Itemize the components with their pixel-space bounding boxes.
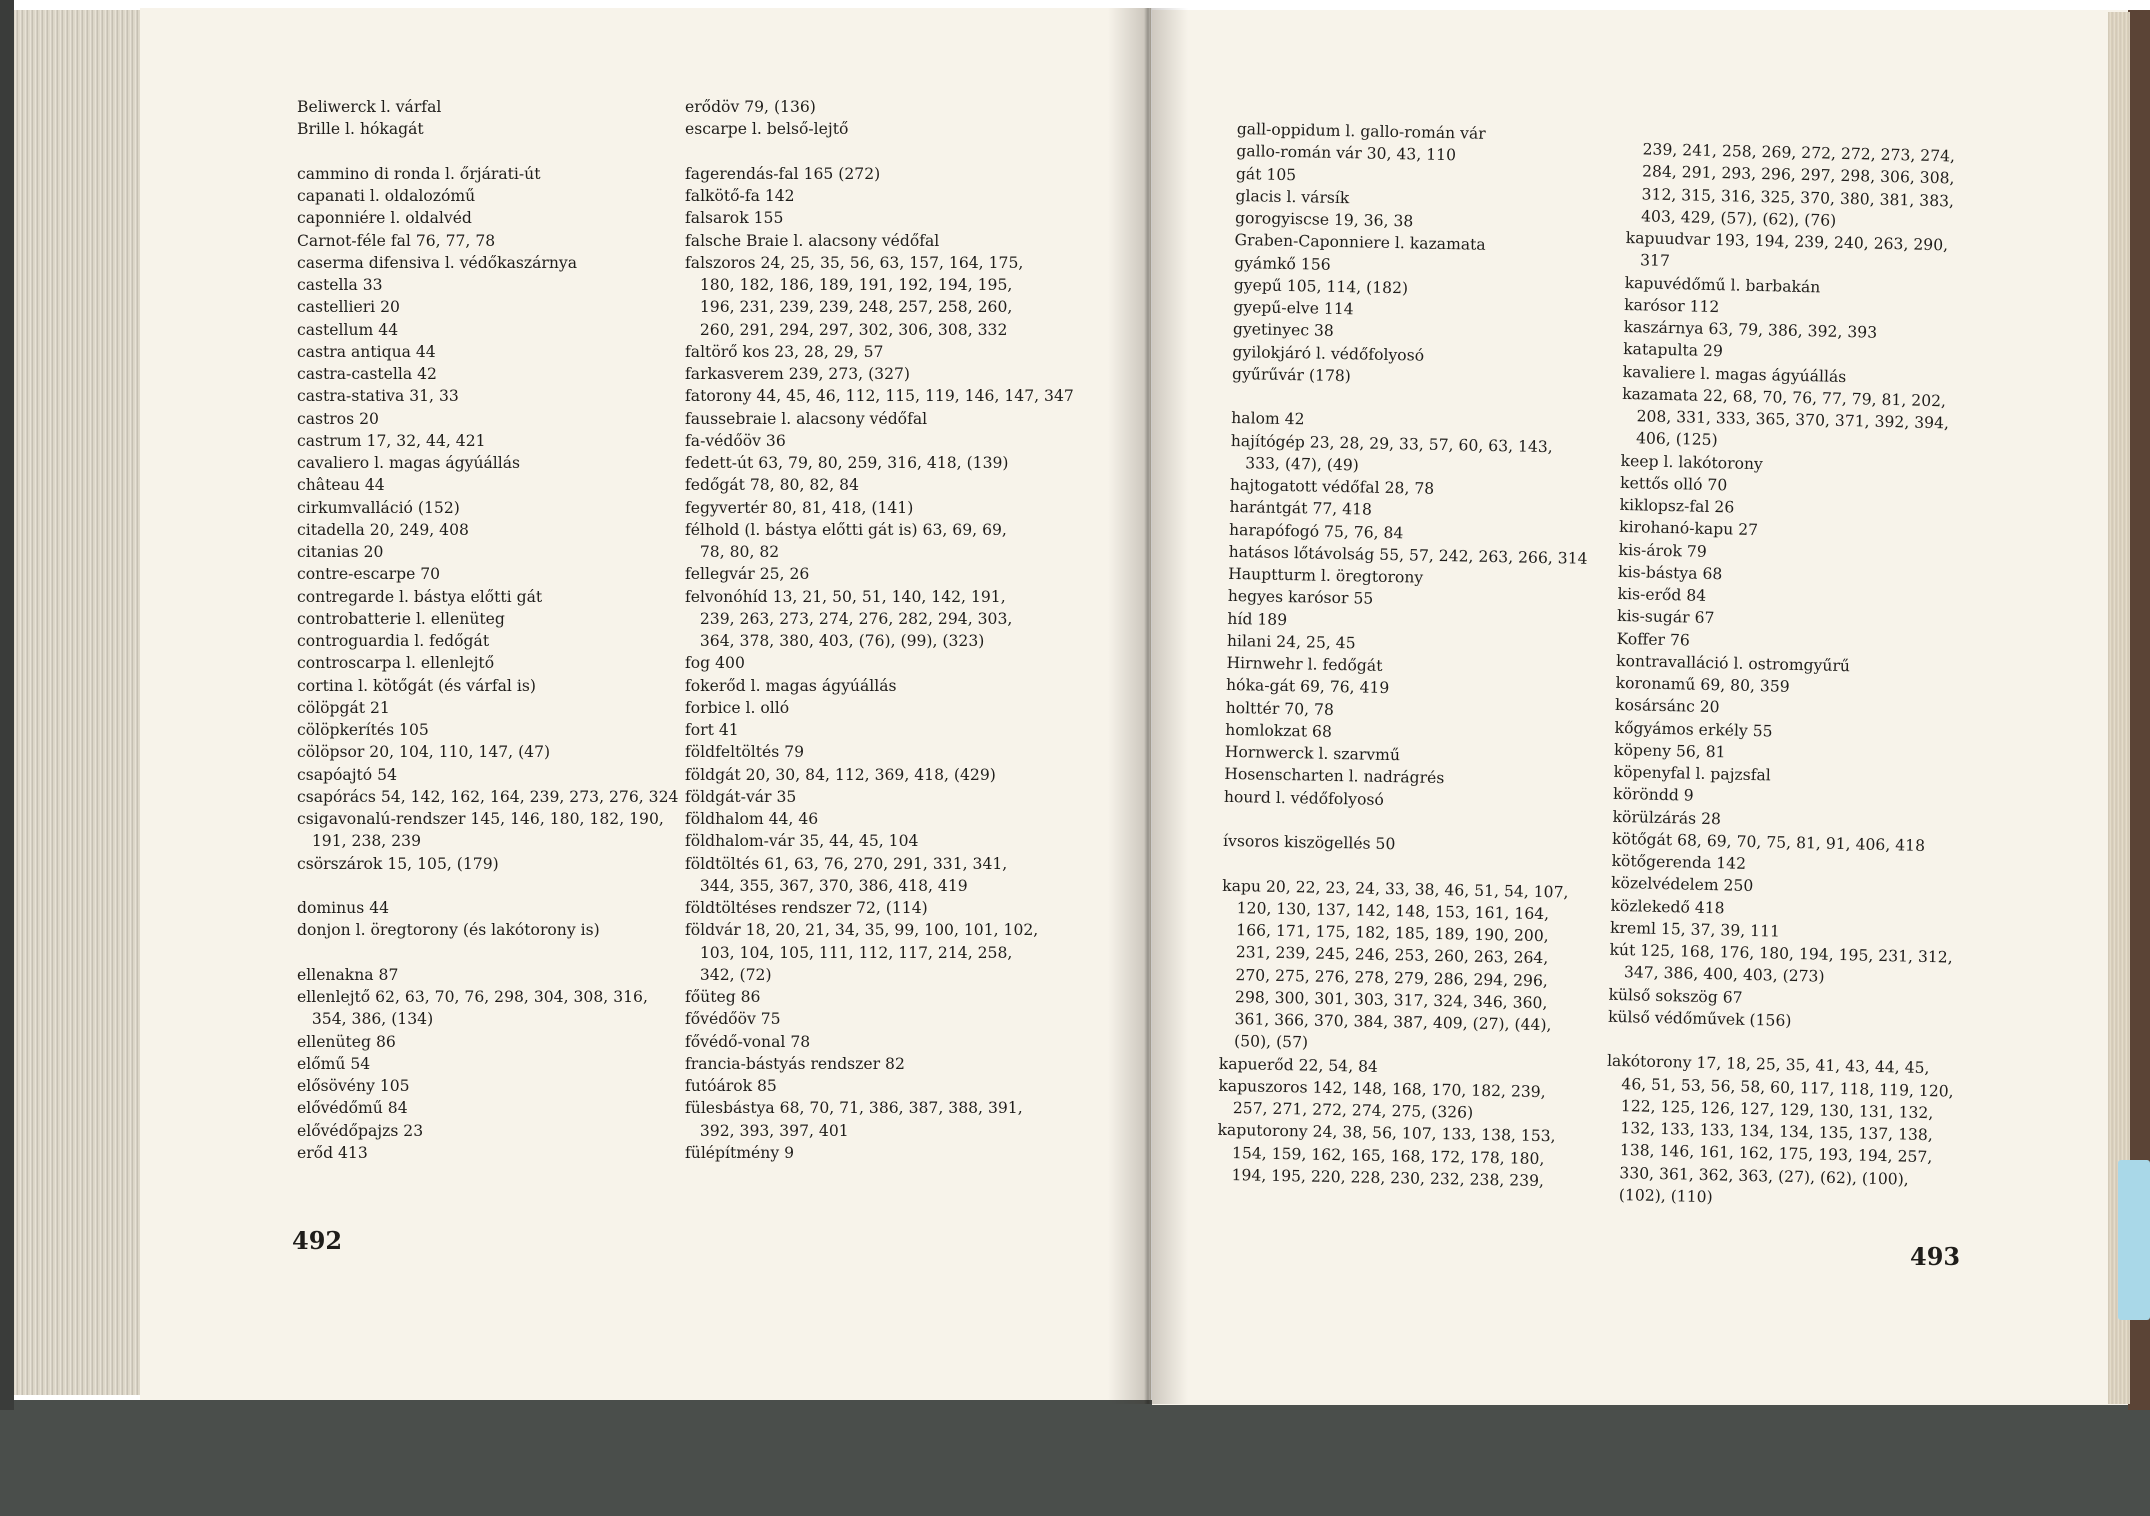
index-entry: 239, 263, 273, 274, 276, 282, 294, 303, <box>685 609 1013 628</box>
index-entry: csigavonalú-rendszer 145, 146, 180, 182, 190, <box>297 810 664 828</box>
index-entry: földvár 18, 20, 21, 34, 35, 99, 100, 101, 102, <box>685 921 1039 940</box>
index-entry: contregarde l. bástya előtti gát <box>297 587 543 606</box>
index-entry: hatásos lőtávolság 55, 57, 242, 263, 266, 314 <box>1228 542 1588 568</box>
index-entry: cirkumvalláció (152) <box>297 498 460 517</box>
index-entry: gall-oppidum l. gallo-román vár <box>1236 119 1486 143</box>
index-entry: cortina l. kötőgát (és várfal is) <box>297 676 536 695</box>
index-entry: halom 42 <box>1231 409 1305 429</box>
index-column-left-1 <box>297 96 678 1164</box>
scanner-bed <box>0 1400 2150 1516</box>
index-entry: castra-castella 42 <box>297 365 437 383</box>
index-entry: hilani 24, 25, 45 <box>1226 631 1356 653</box>
index-entry: földtöltéses rendszer 72, (114) <box>685 899 928 917</box>
index-entry: Hauptturm l. öregtorony <box>1228 564 1424 587</box>
index-entry: 166, 171, 175, 182, 185, 189, 190, 200, <box>1221 920 1549 946</box>
index-entry: közelvédelem 250 <box>1610 874 1754 896</box>
index-entry: forbice l. olló <box>685 698 790 717</box>
index-entry: futóárok 85 <box>685 1077 777 1095</box>
index-entry: fokerőd l. magas ágyúállás <box>685 676 897 695</box>
index-entry: erődöv 79, (136) <box>685 98 816 116</box>
index-entry: gyepű 105, 114, (182) <box>1233 275 1409 298</box>
index-entry: ellenlejtő 62, 63, 70, 76, 298, 304, 308, 316, <box>297 988 648 1006</box>
index-entry: elősövény 105 <box>297 1077 410 1095</box>
index-entry: homlokzat 68 <box>1225 720 1333 741</box>
index-entry: castellum 44 <box>297 320 399 339</box>
index-entry: 180, 182, 186, 189, 191, 192, 194, 195, <box>685 276 1013 294</box>
index-entry: hajtogatott védőfal 28, 78 <box>1229 475 1435 498</box>
index-entry: 284, 291, 293, 296, 297, 298, 306, 308, <box>1627 162 1955 188</box>
index-entry: (50), (57) <box>1219 1032 1309 1052</box>
index-entry: hajítógép 23, 28, 29, 33, 57, 60, 63, 143, <box>1230 431 1553 456</box>
index-entry: ívsoros kiszögellés 50 <box>1222 831 1396 854</box>
index-entry: koronamű 69, 80, 359 <box>1615 673 1790 696</box>
index-entry: falsarok 155 <box>685 209 784 228</box>
index-entry: 138, 146, 161, 162, 175, 193, 194, 257, <box>1604 1140 1933 1167</box>
index-entry: 392, 393, 397, 401 <box>685 1121 849 1140</box>
index-entry: köpenyfal l. pajzsfal <box>1613 762 1771 785</box>
index-column-right-2 <box>1604 138 1975 1214</box>
index-entry: 257, 271, 272, 274, 275, (326) <box>1217 1098 1474 1122</box>
index-entry: fővédőöv 75 <box>685 1010 781 1029</box>
index-entry: 406, (125) <box>1620 429 1718 450</box>
index-entry: capanati l. oldalozómű <box>297 187 476 205</box>
index-entry: földhalom-vár 35, 44, 45, 104 <box>685 832 919 851</box>
index-entry: 333, (47), (49) <box>1230 453 1360 475</box>
index-entry: katapulta 29 <box>1623 340 1724 361</box>
index-entry: castra-stativa 31, 33 <box>297 387 459 406</box>
index-entry: Hirnwehr l. fedőgát <box>1226 653 1383 675</box>
index-entry: fort 41 <box>685 721 739 739</box>
index-entry: castra antiqua 44 <box>297 342 436 361</box>
index-entry: csapórács 54, 142, 162, 164, 239, 273, 276, 324 <box>297 787 679 806</box>
index-entry: kapuvédőmű l. barbakán <box>1624 273 1821 296</box>
index-entry: földtöltés 61, 63, 76, 270, 291, 331, 341, <box>685 854 1008 873</box>
index-entry <box>297 942 678 964</box>
index-entry: 260, 291, 294, 297, 302, 306, 308, 332 <box>685 320 1008 339</box>
index-entry: csörszárok 15, 105, (179) <box>297 854 499 873</box>
index-entry: 312, 315, 316, 325, 370, 380, 381, 383, <box>1626 184 1955 210</box>
index-entry: kis-árok 79 <box>1618 540 1707 561</box>
left-page <box>140 8 1151 1400</box>
index-entry: 298, 300, 301, 303, 317, 324, 346, 360, <box>1219 987 1548 1012</box>
index-entry: gyűrűvár (178) <box>1231 364 1352 385</box>
index-entry: kút 125, 168, 176, 180, 194, 195, 231, 312, <box>1609 940 1953 967</box>
index-entry: kettős olló 70 <box>1619 473 1728 495</box>
index-entry: kaszárnya 63, 79, 386, 392, 393 <box>1623 317 1878 342</box>
index-entry: 403, 429, (57), (62), (76) <box>1626 206 1837 230</box>
index-entry: kavaliere l. magas ágyúállás <box>1622 362 1847 386</box>
page-edges-left <box>14 10 146 1395</box>
index-entry: faussebraie l. alacsony védőfal <box>685 409 928 428</box>
index-entry: kapuszoros 142, 148, 168, 170, 182, 239, <box>1218 1076 1546 1101</box>
index-entry: körülzárás 28 <box>1612 807 1722 828</box>
index-entry: külső védőművek (156) <box>1607 1007 1792 1030</box>
index-entry: controscarpa l. ellenlejtő <box>297 654 495 673</box>
index-entry: 196, 231, 239, 239, 248, 257, 258, 260, <box>685 298 1013 317</box>
index-entry: fedőgát 78, 80, 82, 84 <box>685 476 859 495</box>
index-entry: gorogyiscse 19, 36, 38 <box>1234 208 1414 231</box>
index-entry: gyepű-elve 114 <box>1233 297 1354 319</box>
index-entry: hourd l. védőfolyosó <box>1223 787 1385 809</box>
index-entry: fog 400 <box>685 654 745 673</box>
index-entry: cammino di ronda l. őrjárati-út <box>297 164 541 183</box>
index-entry: kontravalláció l. ostromgyűrű <box>1615 651 1851 675</box>
index-entry: fa-védőöv 36 <box>685 431 786 450</box>
index-entry: kirohanó-kapu 27 <box>1618 518 1759 540</box>
index-entry: francia-bástyás rendszer 82 <box>685 1054 905 1073</box>
index-entry: földhalom 44, 46 <box>685 810 819 828</box>
index-entry: Brille l. hókagát <box>297 120 424 139</box>
index-entry: caponniére l. oldalvéd <box>297 209 472 228</box>
index-entry: elővédőmű 84 <box>297 1099 408 1118</box>
index-entry: kapu 20, 22, 23, 24, 33, 38, 46, 51, 54, 107, <box>1222 876 1569 902</box>
page-number-right: 493 <box>1910 1242 1961 1271</box>
index-entry: földgát-vár 35 <box>685 787 797 806</box>
page-number-left: 492 <box>292 1226 343 1255</box>
index-entry: gyetinyec 38 <box>1232 320 1334 341</box>
index-entry: kapuerőd 22, 54, 84 <box>1218 1054 1379 1076</box>
index-column-left-2 <box>685 96 1074 1164</box>
index-entry: 208, 331, 333, 365, 370, 371, 392, 394, <box>1621 406 1950 433</box>
index-entry: lakótorony 17, 18, 25, 35, 41, 43, 44, 45, <box>1606 1052 1930 1078</box>
index-entry: csapóajtó 54 <box>297 765 397 784</box>
index-entry: ellenakna 87 <box>297 965 399 984</box>
index-entry: falszoros 24, 25, 35, 56, 63, 157, 164, 175, <box>685 253 1024 272</box>
index-entry: harántgát 77, 418 <box>1229 498 1373 519</box>
index-entry: cölöpsor 20, 104, 110, 147, (47) <box>297 743 551 762</box>
index-entry: Graben-Caponniere l. kazamata <box>1234 231 1486 255</box>
index-entry: felvonóhíd 13, 21, 50, 51, 140, 142, 191, <box>685 587 1006 606</box>
index-entry: controbatterie l. ellenüteg <box>297 609 505 628</box>
index-entry: 122, 125, 126, 127, 129, 130, 131, 132, <box>1605 1096 1934 1122</box>
index-entry: kosársánc 20 <box>1614 696 1720 717</box>
index-entry: félhold (l. bástya előtti gát is) 63, 69, 69, <box>685 520 1007 539</box>
index-entry: citadella 20, 249, 408 <box>297 520 469 539</box>
index-entry: Carnot-féle fal 76, 77, 78 <box>297 231 496 250</box>
index-entry: 231, 239, 245, 246, 253, 260, 263, 264, <box>1220 943 1549 968</box>
index-entry: holttér 70, 78 <box>1225 698 1335 719</box>
index-entry: előmű 54 <box>297 1054 371 1073</box>
index-entry: falsche Braie l. alacsony védőfal <box>685 231 940 250</box>
index-entry: 120, 130, 137, 142, 148, 153, 161, 164, <box>1221 898 1550 923</box>
index-entry <box>297 875 678 897</box>
index-entry: falkötő-fa 142 <box>685 187 795 205</box>
index-entry: harapófogó 75, 76, 84 <box>1228 520 1404 542</box>
index-entry: fülépítmény 9 <box>685 1143 795 1162</box>
index-entry: 317 <box>1625 251 1671 271</box>
index-entry: dominus 44 <box>297 899 390 917</box>
index-entry: 342, (72) <box>685 965 772 984</box>
index-entry: hegyes karósor 55 <box>1227 587 1374 608</box>
index-entry: gallo-román vár 30, 43, 110 <box>1236 142 1457 165</box>
index-entry: fellegvár 25, 26 <box>685 565 810 584</box>
index-entry: fővédő-vonal 78 <box>685 1032 811 1051</box>
index-entry: kis-sugár 67 <box>1616 607 1715 628</box>
index-entry: 354, 386, (134) <box>297 1010 434 1029</box>
index-entry: fegyvertér 80, 81, 418, (141) <box>685 498 914 517</box>
index-entry: 46, 51, 53, 56, 58, 60, 117, 118, 119, 120, <box>1606 1074 1954 1101</box>
index-entry: ellenüteg 86 <box>297 1032 396 1051</box>
index-entry: kazamata 22, 68, 70, 76, 77, 79, 81, 202, <box>1621 384 1947 411</box>
index-entry: 361, 366, 370, 384, 387, 409, (27), (44), <box>1219 1009 1552 1035</box>
index-entry: 103, 104, 105, 111, 112, 117, 214, 258, <box>685 943 1013 962</box>
index-entry: 364, 378, 380, 403, (76), (99), (323) <box>685 632 985 650</box>
index-entry: Hosenscharten l. nadrágrés <box>1224 765 1445 788</box>
index-entry: karósor 112 <box>1624 295 1720 316</box>
index-column-right-1 <box>1216 118 1595 1193</box>
index-entry: cavaliero l. magas ágyúállás <box>297 454 521 472</box>
index-entry: kiklopsz-fal 26 <box>1619 495 1735 517</box>
index-entry: kaputorony 24, 38, 56, 107, 133, 138, 153, <box>1217 1121 1556 1146</box>
index-entry: 344, 355, 367, 370, 386, 418, 419 <box>685 876 968 895</box>
index-entry: farkasverem 239, 273, (327) <box>685 365 911 383</box>
index-entry: külső sokszög 67 <box>1608 985 1743 1007</box>
index-entry: Beliwerck l. várfal <box>297 98 442 116</box>
book-gutter <box>1108 8 1188 1404</box>
index-entry: kreml 15, 37, 39, 111 <box>1609 918 1781 941</box>
index-entry: escarpe l. belső-lejtő <box>685 120 849 139</box>
index-entry: keep l. lakótorony <box>1620 451 1764 473</box>
index-entry: Hornwerck l. szarvmű <box>1224 742 1401 765</box>
index-entry: 194, 195, 220, 228, 230, 232, 238, 239, <box>1216 1165 1545 1190</box>
index-entry: kis-bástya 68 <box>1617 562 1723 583</box>
index-entry <box>685 141 1074 163</box>
index-entry: gát 105 <box>1235 164 1297 184</box>
index-entry: földfeltöltés 79 <box>685 743 805 762</box>
index-entry: hóka-gát 69, 76, 419 <box>1225 676 1390 698</box>
index-entry: 191, 238, 239 <box>297 832 421 851</box>
index-entry: elővédőpajzs 23 <box>297 1121 424 1140</box>
index-entry: kapuudvar 193, 194, 239, 240, 263, 290, <box>1625 228 1949 255</box>
index-entry: glacis l. vársík <box>1235 186 1350 207</box>
index-entry: (102), (110) <box>1603 1185 1713 1206</box>
index-entry: 154, 159, 162, 165, 168, 172, 178, 180, <box>1216 1143 1545 1168</box>
index-entry: köröndd 9 <box>1612 785 1694 805</box>
index-entry: caserma difensiva l. védőkaszárnya <box>297 253 577 272</box>
index-entry: 132, 133, 133, 134, 134, 135, 137, 138, <box>1605 1118 1934 1145</box>
index-entry: controguardia l. fedőgát <box>297 632 490 650</box>
index-entry: kőgyámos erkély 55 <box>1614 718 1773 740</box>
index-entry: kötőgát 68, 69, 70, 75, 81, 91, 406, 418 <box>1611 829 1926 855</box>
index-entry: fülesbástya 68, 70, 71, 386, 387, 388, 391, <box>685 1099 1023 1118</box>
index-entry: fedett-út 63, 79, 80, 259, 316, 418, (139) <box>685 454 1009 472</box>
index-entry: gyámkő 156 <box>1234 253 1331 274</box>
index-entry: contre-escarpe 70 <box>297 565 441 584</box>
index-entry: 239, 241, 258, 269, 272, 272, 273, 274, <box>1627 139 1956 166</box>
index-entry: cölöpgát 21 <box>297 698 390 717</box>
index-entry: 330, 361, 362, 363, (27), (62), (100), <box>1604 1163 1909 1189</box>
index-entry <box>297 141 678 163</box>
index-entry: közlekedő 418 <box>1610 896 1725 917</box>
index-entry: köpeny 56, 81 <box>1613 740 1726 762</box>
index-entry: főüteg 86 <box>685 988 761 1006</box>
index-entry: castella 33 <box>297 276 383 294</box>
index-entry: kis-erőd 84 <box>1617 584 1707 605</box>
index-entry: 270, 275, 276, 278, 279, 286, 294, 296, <box>1220 965 1549 990</box>
index-entry: citanias 20 <box>297 543 384 561</box>
index-entry: cölöpkerítés 105 <box>297 721 429 739</box>
index-entry: château 44 <box>297 476 385 495</box>
index-entry: 78, 80, 82 <box>685 543 780 561</box>
index-entry: híd 189 <box>1227 609 1288 629</box>
index-entry: faltörő kos 23, 28, 29, 57 <box>685 342 884 361</box>
index-entry: castellieri 20 <box>297 298 400 317</box>
index-entry: castrum 17, 32, 44, 421 <box>297 431 486 450</box>
index-entry: donjon l. öregtorony (és lakótorony is) <box>297 921 600 940</box>
index-entry: gyilokjáró l. védőfolyosó <box>1232 342 1425 365</box>
index-entry: castros 20 <box>297 409 379 428</box>
index-entry: kötőgerenda 142 <box>1611 851 1747 873</box>
index-entry: Koffer 76 <box>1616 629 1691 650</box>
index-entry: erőd 413 <box>297 1143 368 1162</box>
index-entry: 347, 386, 400, 403, (273) <box>1608 963 1825 986</box>
index-entry: fagerendás-fal 165 (272) <box>685 164 881 183</box>
book-cover-left <box>0 0 14 1410</box>
index-entry: fatorony 44, 45, 46, 112, 115, 119, 146, 147, 347 <box>685 387 1074 406</box>
index-entry: földgát 20, 30, 84, 112, 369, 418, (429) <box>685 765 996 784</box>
bookmark-tab <box>2118 1160 2150 1320</box>
right-page <box>1152 10 2128 1405</box>
